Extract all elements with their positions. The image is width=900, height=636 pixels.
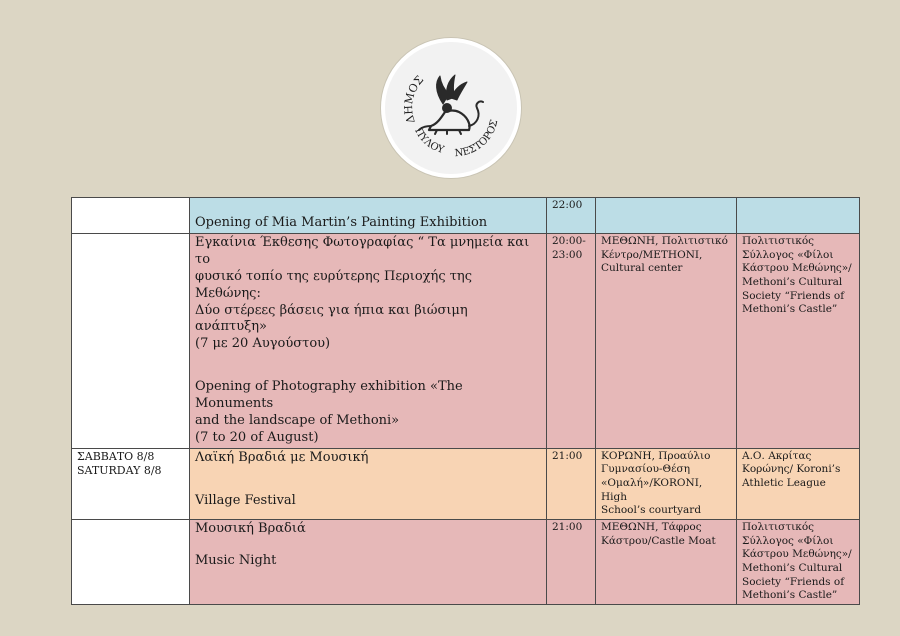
date-cell	[72, 448, 190, 519]
event-title-gr: φυσικό τοπίο της ευρύτερης Περιοχής της Μεθώνης:	[195, 268, 473, 301]
table-row	[72, 198, 860, 234]
event-title-gr: (7 με 20 Αυγούστου)	[195, 336, 331, 352]
location-cell	[596, 198, 737, 234]
date-cell	[72, 234, 190, 449]
table-row	[72, 448, 860, 519]
logo-bottom-left-text: ΠΥΛΟΥ	[412, 126, 446, 157]
event-title-gr: Εγκαίνια Έκθεσης Φωτογραφίας “ Τα μνημεία και το	[195, 235, 530, 267]
event-title-en: and the landscape of Methoni»	[195, 413, 400, 429]
organizer-cell: Α.Ο. Ακρίτας Κορώνης/ Koroni’s Athletic League	[737, 448, 860, 519]
event-title-gr: Δύο στέρεες βάσεις για ήπια και βιώσιμη ανάπτυξη»	[195, 302, 468, 335]
event-title-cell	[190, 448, 547, 519]
events-table	[71, 197, 860, 605]
logo-bottom-right-text: ΝΕΣΤΟΡΟΣ	[454, 118, 501, 160]
organizer-cell	[737, 198, 860, 234]
event-title-cell	[190, 520, 547, 605]
event-title-en: Opening of Photography exhibition «The Monuments	[195, 379, 463, 412]
event-title-en: Village Festival	[195, 492, 296, 508]
event-title-gr: Λαϊκή Βραδιά με Μουσική	[195, 449, 369, 465]
time-cell: 22:00	[547, 198, 596, 234]
table-row	[72, 520, 860, 605]
location-cell: ΜΕΘΩΝΗ, Πολιτιστικό Κέντρο/METHONI, Cultural center	[596, 234, 737, 449]
municipality-logo	[381, 38, 521, 178]
time-cell: 21:00	[547, 520, 596, 605]
table-row	[72, 234, 860, 449]
organizer-cell: Πολιτιστικός Σύλλογος «Φίλοι Κάστρου Μεθώνης»/ Methoni’s Cultural Society “Friends of Methoni’s Castle”	[737, 520, 860, 605]
event-title-en: Opening of Mia Martin’s Painting Exhibition	[195, 215, 488, 231]
time-cell: 20:00- 23:00	[547, 234, 596, 449]
date-cell	[72, 198, 190, 234]
day-gr: ΣΑΒΒΑΤΟ 8/8	[77, 449, 155, 463]
event-title-en: Music Night	[195, 552, 277, 568]
event-title-cell	[190, 234, 547, 449]
day-en: SATURDAY 8/8	[77, 464, 162, 478]
date-cell	[72, 520, 190, 605]
event-title-gr: Μουσική Βραδιά	[195, 521, 306, 536]
logo-top-text: ΔΗΜΟΣ	[401, 73, 427, 125]
organizer-cell: Πολιτιστικός Σύλλογος «Φίλοι Κάστρου Μεθώνης»/ Methoni’s Cultural Society “Friends of Methoni’s Castle”	[737, 234, 860, 449]
event-title-cell	[190, 198, 547, 234]
time-cell: 21:00	[547, 448, 596, 519]
location-cell: ΜΕΘΩΝΗ, Τάφρος Κάστρου/Castle Moat	[596, 520, 737, 605]
event-title-en: (7 to 20 of August)	[195, 429, 319, 445]
location-cell: ΚΟΡΩΝΗ, Προαύλιο Γυμνασίου-Θέση «Ομαλή»/KORONI, High School’s courtyard	[596, 448, 737, 519]
sphinx-emblem-icon	[385, 42, 517, 174]
